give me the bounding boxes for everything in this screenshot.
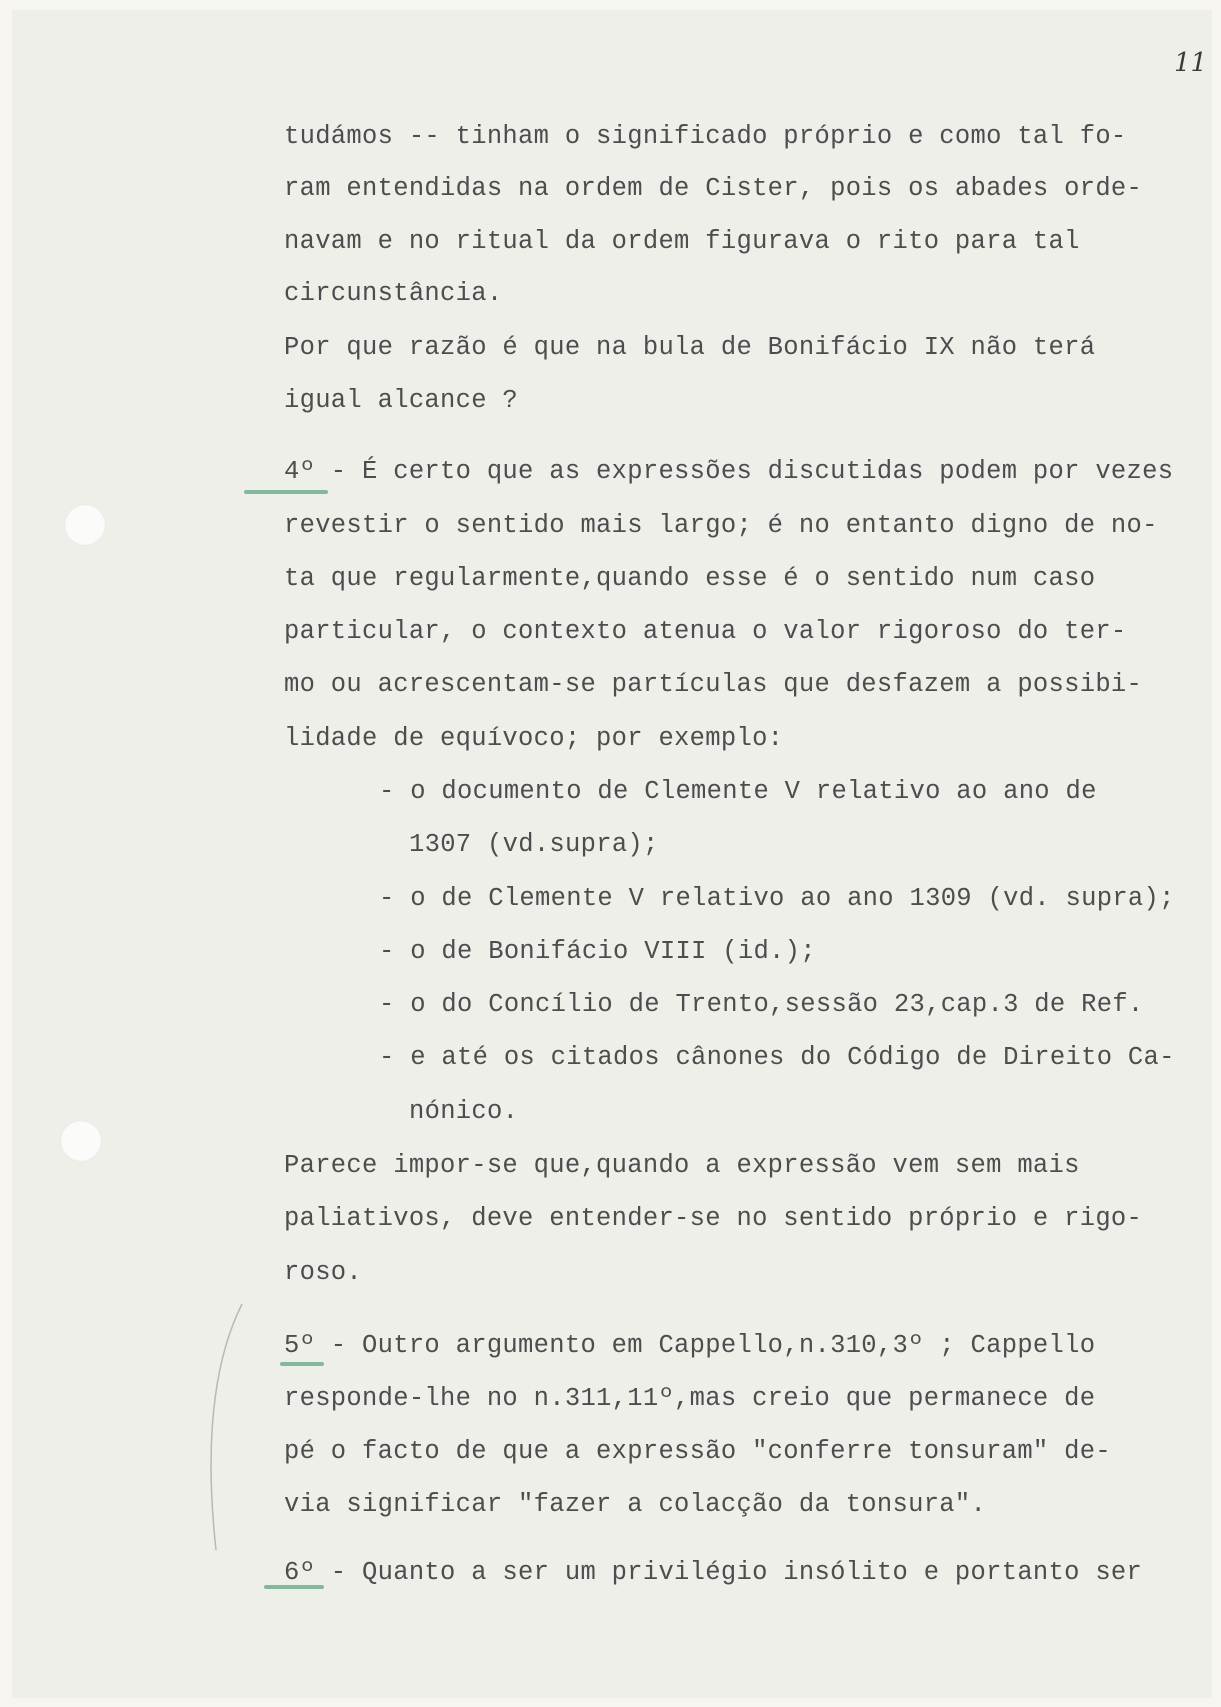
list-item: - o de Clemente V relativo ao ano 1309 (vd. supra); xyxy=(379,884,1175,913)
text-line: responde-lhe no n.311,11º,mas creio que permanece de xyxy=(284,1384,1096,1413)
text-line: pé o facto de que a expressão "conferre tonsuram" de- xyxy=(284,1437,1111,1466)
text-line: lidade de equívoco; por exemplo: xyxy=(284,724,784,753)
list-item-continuation: 1307 (vd.supra); xyxy=(409,830,659,859)
text-line: ram entendidas na ordem de Cister, pois os abades orde- xyxy=(284,174,1143,203)
text-line: mo ou acrescentam-se partículas que desfazem a possibi- xyxy=(284,670,1143,699)
text-line: 4º - É certo que as expressões discutidas podem por vezes xyxy=(284,457,1174,486)
text-line: particular, o contexto atenua o valor rigoroso do ter- xyxy=(284,617,1127,646)
punch-hole-bottom xyxy=(60,1120,102,1162)
text-line: 5º - Outro argumento em Cappello,n.310,3º ; Cappello xyxy=(284,1331,1096,1360)
highlight-mark-4 xyxy=(244,490,328,494)
text-line: Por que razão é que na bula de Bonifácio IX não terá xyxy=(284,333,1096,362)
list-item-continuation: nónico. xyxy=(409,1097,519,1126)
text-line: paliativos, deve entender-se no sentido próprio e rigo- xyxy=(284,1204,1143,1233)
text-line: ta que regularmente,quando esse é o sentido num caso xyxy=(284,564,1096,593)
text-line: Parece impor-se que,quando a expressão vem sem mais xyxy=(284,1151,1080,1180)
margin-bracket xyxy=(194,1300,254,1560)
text-line: igual alcance ? xyxy=(284,386,519,415)
list-item: - o de Bonifácio VIII (id.); xyxy=(379,937,816,966)
text-line: revestir o sentido mais largo; é no entanto digno de no- xyxy=(284,511,1158,540)
text-line: via significar "fazer a colacção da tonsura". xyxy=(284,1490,987,1519)
list-item: - e até os citados cânones do Código de Direito Ca- xyxy=(379,1043,1175,1072)
list-item: - o documento de Clemente V relativo ao ano de xyxy=(379,777,1097,806)
page-number: 11 xyxy=(1174,48,1208,78)
text-line: tudámos -- tinham o significado próprio e como tal fo- xyxy=(284,122,1127,151)
punch-hole-top xyxy=(64,504,106,546)
text-line: circunstância. xyxy=(284,279,503,308)
text-line: navam e no ritual da ordem figurava o rito para tal xyxy=(284,227,1080,256)
text-line: roso. xyxy=(284,1258,363,1287)
list-item: - o do Concílio de Trento,sessão 23,cap.3 de Ref. xyxy=(379,990,1144,1019)
text-line: 6º - Quanto a ser um privilégio insólito e portanto ser xyxy=(284,1558,1143,1587)
highlight-mark-5 xyxy=(280,1362,324,1366)
